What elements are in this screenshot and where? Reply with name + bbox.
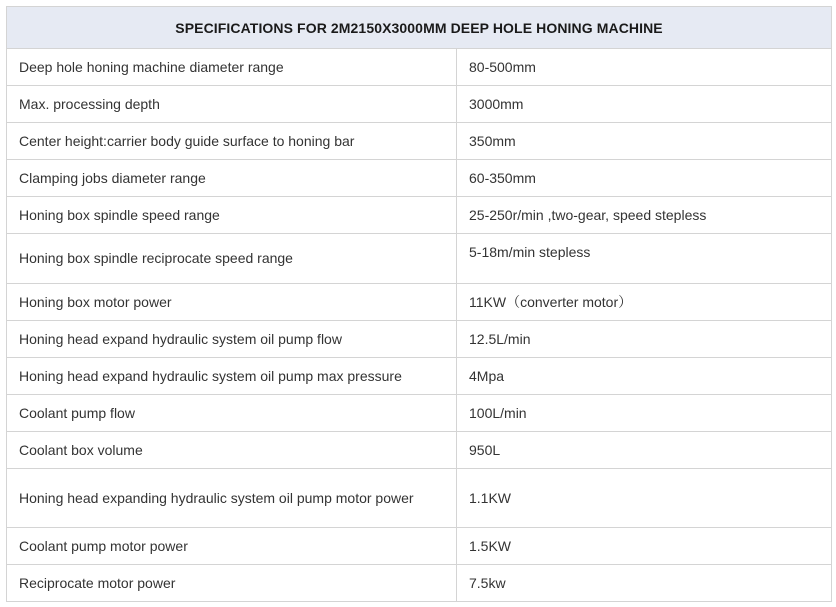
table-row bbox=[7, 358, 832, 395]
table-row bbox=[7, 197, 832, 234]
spec-value: 3000mm bbox=[457, 86, 832, 123]
table-row bbox=[7, 86, 832, 123]
spec-value: 12.5L/min bbox=[457, 321, 832, 358]
table-header-row bbox=[7, 7, 832, 49]
spec-value: 1.5KW bbox=[457, 528, 832, 565]
table-title: SPECIFICATIONS FOR 2M2150X3000MM DEEP HOLE HONING MACHINE bbox=[7, 7, 832, 49]
table-row bbox=[7, 395, 832, 432]
spec-label: Max. processing depth bbox=[7, 86, 457, 123]
table-row bbox=[7, 469, 832, 528]
spec-label: Coolant box volume bbox=[7, 432, 457, 469]
spec-value: 80-500mm bbox=[457, 49, 832, 86]
spec-value: 60-350mm bbox=[457, 160, 832, 197]
table-row bbox=[7, 160, 832, 197]
spec-label: Coolant pump flow bbox=[7, 395, 457, 432]
spec-label: Reciprocate motor power bbox=[7, 565, 457, 602]
spec-label: Center height:carrier body guide surface to honing bar bbox=[7, 123, 457, 160]
table-row bbox=[7, 49, 832, 86]
spec-label: Honing box spindle speed range bbox=[7, 197, 457, 234]
spec-label: Clamping jobs diameter range bbox=[7, 160, 457, 197]
table-row bbox=[7, 234, 832, 284]
spec-value: 350mm bbox=[457, 123, 832, 160]
spec-label: Honing head expand hydraulic system oil pump flow bbox=[7, 321, 457, 358]
spec-label: Deep hole honing machine diameter range bbox=[7, 49, 457, 86]
table-row bbox=[7, 565, 832, 602]
spec-value: 4Mpa bbox=[457, 358, 832, 395]
table-row bbox=[7, 284, 832, 321]
spec-value: 11KW（converter motor） bbox=[457, 284, 832, 321]
spec-value: 5-18m/min stepless bbox=[457, 234, 832, 284]
table-row bbox=[7, 432, 832, 469]
spec-label: Honing box motor power bbox=[7, 284, 457, 321]
spec-value: 100L/min bbox=[457, 395, 832, 432]
table-row bbox=[7, 528, 832, 565]
table-row bbox=[7, 321, 832, 358]
spec-value: 7.5kw bbox=[457, 565, 832, 602]
spec-table bbox=[6, 6, 832, 602]
spec-label: Honing head expand hydraulic system oil pump max pressure bbox=[7, 358, 457, 395]
table-row bbox=[7, 123, 832, 160]
spec-value: 1.1KW bbox=[457, 469, 832, 528]
spec-value: 25-250r/min ,two-gear, speed stepless bbox=[457, 197, 832, 234]
spec-label: Honing head expanding hydraulic system oil pump motor power bbox=[7, 469, 457, 528]
spec-label: Coolant pump motor power bbox=[7, 528, 457, 565]
spec-value: 950L bbox=[457, 432, 832, 469]
spec-label: Honing box spindle reciprocate speed range bbox=[7, 234, 457, 284]
